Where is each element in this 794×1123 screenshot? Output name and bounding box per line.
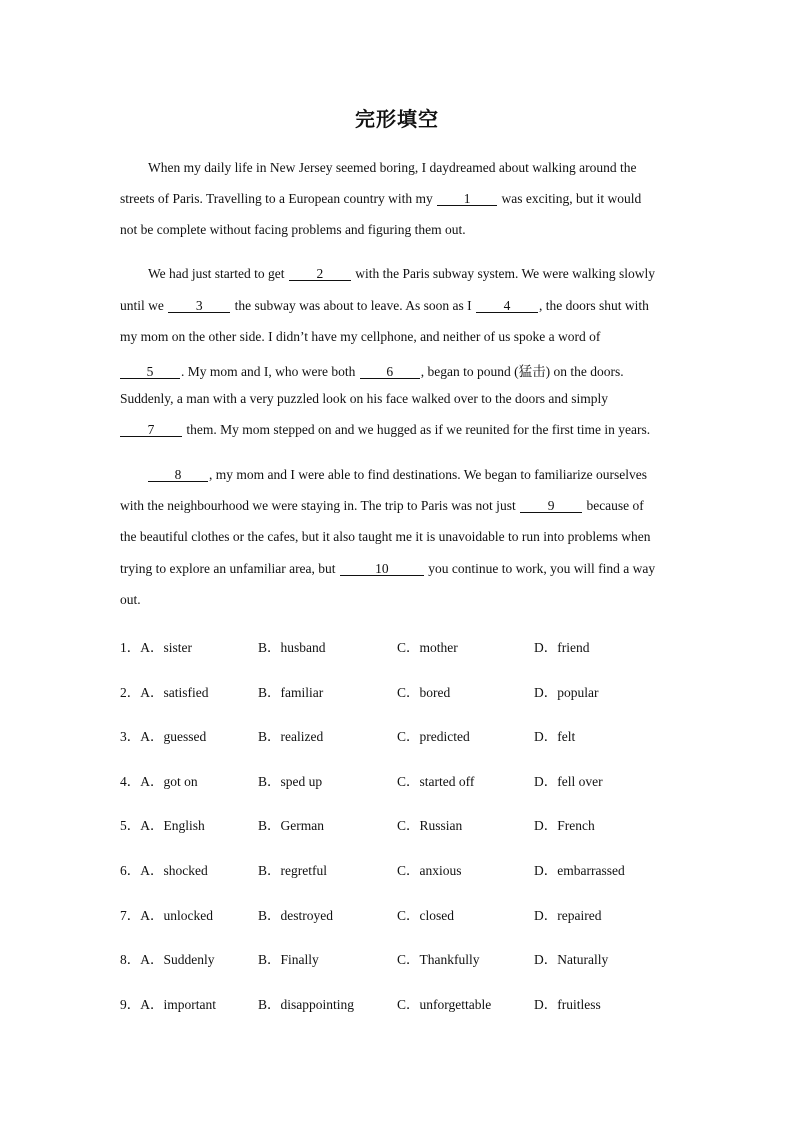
option-c: C．bored (397, 685, 451, 700)
blank-8: 8 (148, 468, 208, 482)
blank-1: 1 (437, 192, 497, 206)
question-row (120, 725, 680, 743)
question-row (120, 636, 680, 654)
option-b: B．Finally (258, 952, 319, 967)
blank-4: 4 (476, 299, 538, 313)
passage-line: When my daily life in New Jersey seemed boring, I daydreamed about walking around the (148, 160, 637, 175)
option-a: 3．A．guessed (120, 729, 207, 744)
passage-line: not be complete without facing problems and figuring them out. (120, 222, 466, 237)
option-d: D．embarrassed (534, 863, 625, 878)
option-d: D．popular (534, 685, 599, 700)
passage-line: trying to explore an unfamiliar area, but 10 you continue to work, you will find a way (120, 561, 656, 576)
passage-line: Suddenly, a man with a very puzzled look on his face walked over to the doors and simply (120, 391, 609, 406)
option-b: B．realized (258, 729, 324, 744)
passage-line: 5 . My mom and I, who were both 6 , began to pound (猛击) on the doors. (120, 360, 624, 380)
option-c: C．unforgettable (397, 997, 492, 1012)
passage-line: 8 , my mom and I were able to find destinations. We began to familiarize ourselves (148, 467, 647, 483)
passage-line: until we 3 the subway was about to leave. As soon as I 4 , the doors shut with (120, 298, 649, 313)
blank-7: 7 (120, 423, 182, 437)
passage-line: the beautiful clothes or the cafes, but it also taught me it is unavoidable to run into problems when (120, 529, 651, 544)
page-title: 完形填空 (355, 107, 439, 131)
option-a: 4．A．got on (120, 774, 198, 789)
passage-line: streets of Paris. Travelling to a European country with my 1 was exciting, but it would (120, 191, 642, 206)
passage-line: We had just started to get 2 with the Paris subway system. We were walking slowly (148, 266, 656, 281)
question-row (120, 770, 680, 788)
passage-line: my mom on the other side. I didn’t have my cellphone, and neither of us spoke a word of (120, 329, 601, 344)
option-d: D．repaired (534, 908, 602, 923)
option-b: B．regretful (258, 863, 327, 878)
option-a: 8．A．Suddenly (120, 952, 215, 967)
option-b: B．husband (258, 640, 326, 655)
option-d: D．felt (534, 729, 576, 744)
question-row (120, 948, 680, 966)
option-c: C．anxious (397, 863, 462, 878)
question-row (120, 993, 680, 1011)
passage-line: out. (120, 592, 141, 607)
option-c: C．mother (397, 640, 458, 655)
option-c: C．predicted (397, 729, 470, 744)
option-b: B．disappointing (258, 997, 355, 1012)
option-d: D．fruitless (534, 997, 601, 1012)
option-a: 9．A．important (120, 997, 216, 1012)
passage-line: 7 them. My mom stepped on and we hugged as if we reunited for the first time in years. (120, 422, 650, 438)
option-d: D．friend (534, 640, 590, 655)
option-d: D．French (534, 818, 595, 833)
option-c: C．started off (397, 774, 475, 789)
passage-line: with the neighbourhood we were staying in. The trip to Paris was not just 9 because of (120, 498, 644, 513)
option-c: C．closed (397, 908, 454, 923)
option-b: B．familiar (258, 685, 324, 700)
blank-2: 2 (289, 267, 351, 281)
option-b: B．German (258, 818, 324, 833)
blank-10: 10 (340, 562, 424, 576)
option-a: 2．A．satisfied (120, 685, 209, 700)
option-a: 1．A．sister (120, 640, 192, 655)
question-row (120, 681, 680, 699)
blank-9: 9 (520, 499, 582, 513)
option-a: 6．A．shocked (120, 863, 208, 878)
option-b: B．destroyed (258, 908, 333, 923)
option-b: B．sped up (258, 774, 323, 789)
question-row (120, 904, 680, 922)
question-row (120, 814, 680, 832)
blank-3: 3 (168, 299, 230, 313)
blank-5: 5 (120, 365, 180, 379)
option-a: 5．A．English (120, 818, 205, 833)
blank-6: 6 (360, 365, 420, 379)
option-a: 7．A．unlocked (120, 908, 213, 923)
option-c: C．Thankfully (397, 952, 480, 967)
question-row (120, 859, 680, 877)
option-d: D．fell over (534, 774, 603, 789)
option-c: C．Russian (397, 818, 463, 833)
option-d: D．Naturally (534, 952, 609, 967)
